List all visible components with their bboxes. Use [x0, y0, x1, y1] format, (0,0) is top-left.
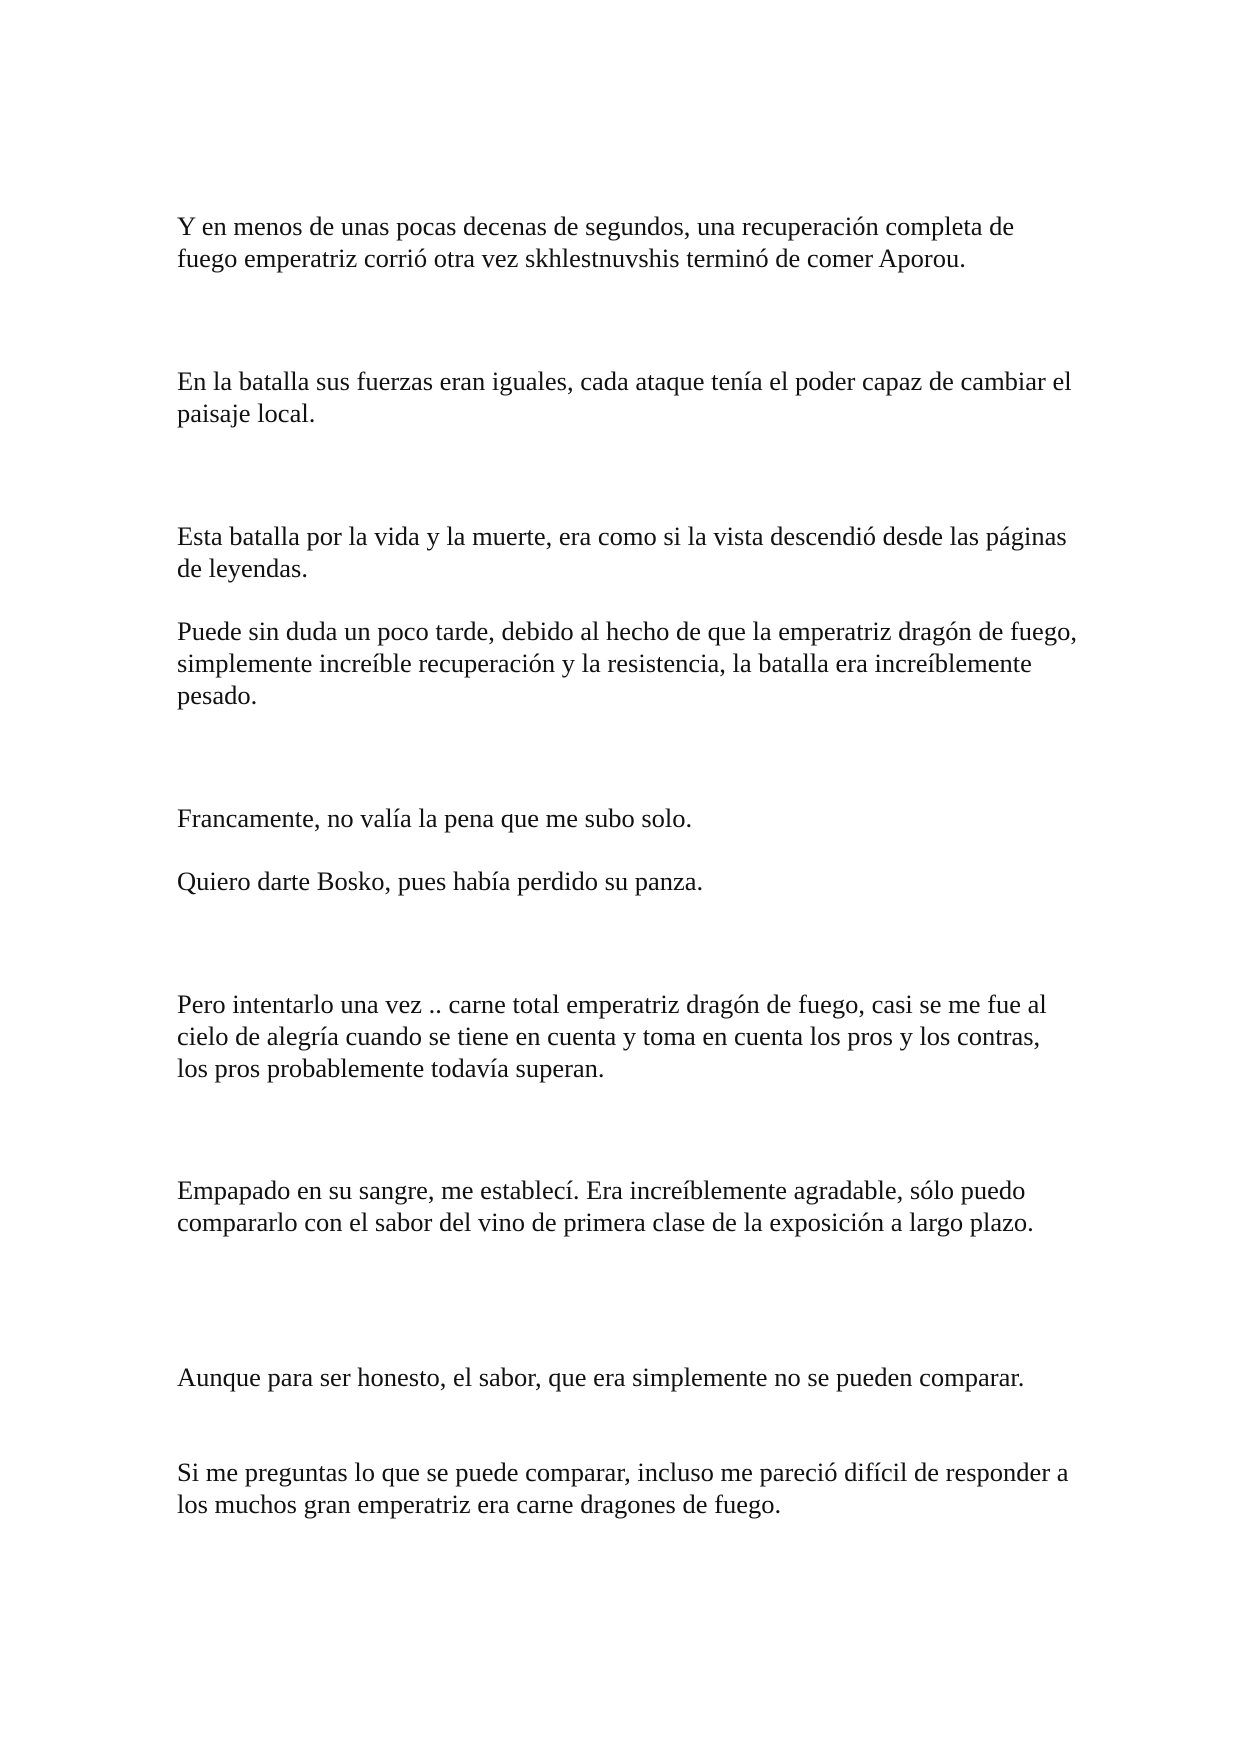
- paragraph-10: Si me preguntas lo que se puede comparar, incluso me pareció difícil de responder a los muchos gran emperatriz era carne dragones de fuego.: [177, 1457, 1069, 1519]
- paragraph-2: En la batalla sus fuerzas eran iguales, cada ataque tenía el poder capaz de cambiar el paisaje local.: [177, 366, 1072, 428]
- paragraph-7: Pero intentarlo una vez .. carne total emperatriz dragón de fuego, casi se me fue al cielo de alegría cuando se tiene en cuenta y toma en cuenta los pros y los contras, los pros probablemente todavía superan.: [177, 989, 1047, 1083]
- paragraph-4: Puede sin duda un poco tarde, debido al hecho de que la emperatriz dragón de fuego, simplemente increíble recuperación y la resistencia, la batalla era increíblemente pesado.: [177, 616, 1077, 710]
- paragraph-5: Francamente, no valía la pena que me subo solo.: [177, 803, 693, 833]
- paragraph-3: Esta batalla por la vida y la muerte, era como si la vista descendió desde las páginas de leyendas.: [177, 521, 1067, 583]
- paragraph-9: Aunque para ser honesto, el sabor, que era simplemente no se pueden comparar.: [177, 1362, 1025, 1392]
- paragraph-6: Quiero darte Bosko, pues había perdido su panza.: [177, 866, 704, 896]
- paragraph-1: Y en menos de unas pocas decenas de segundos, una recuperación completa de fuego emperatriz corrió otra vez skhlestnuvshis terminó de comer Aporou.: [177, 211, 1015, 273]
- paragraph-8: Empapado en su sangre, me establecí. Era increíblemente agradable, sólo puedo compararlo con el sabor del vino de primera clase de la exposición a largo plazo.: [177, 1175, 1034, 1237]
